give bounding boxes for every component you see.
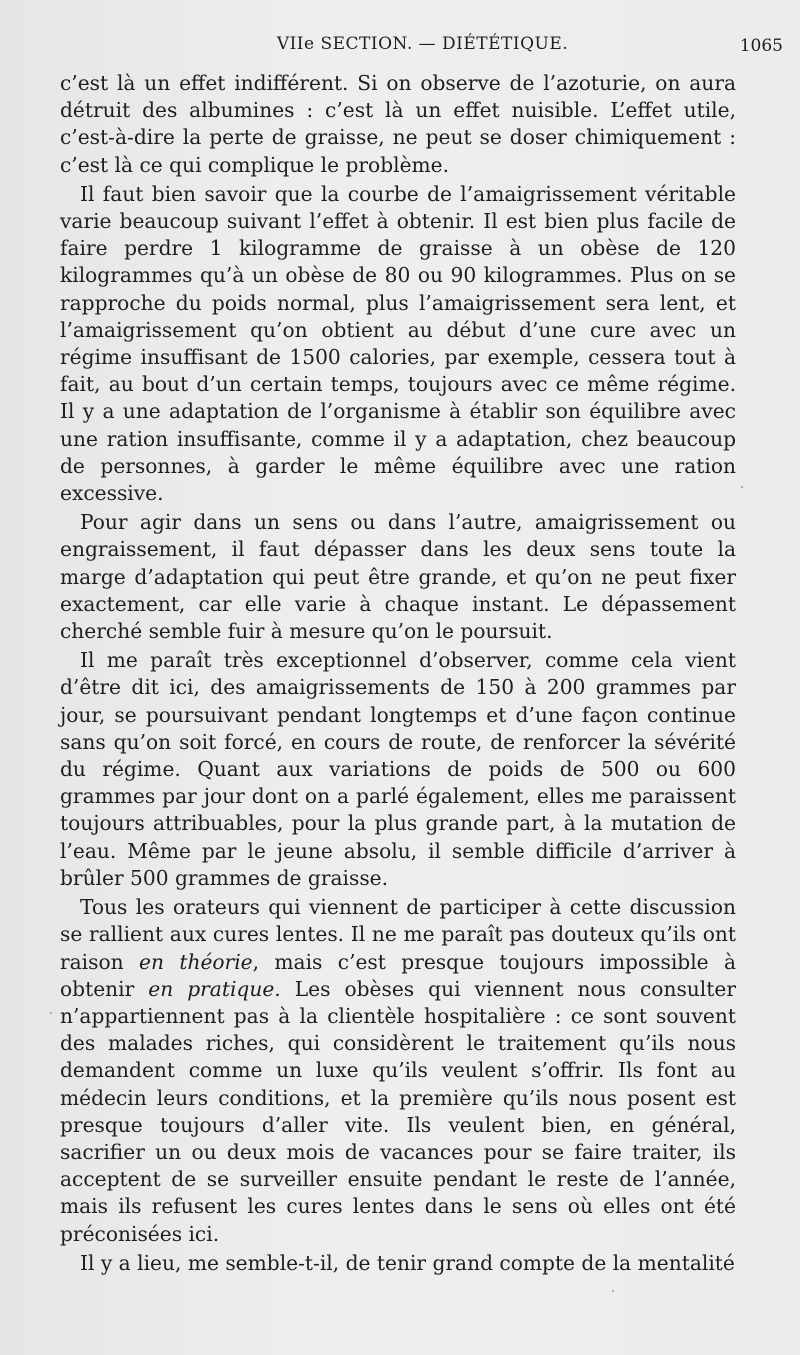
print-speck bbox=[741, 486, 743, 488]
paragraph-text: Tous les orateurs qui viennent de participer à cette discussion se rallient aux cures lentes. Il ne me paraît pas douteux qu’ils ont raison bbox=[60, 895, 736, 974]
paragraph-text: Les obèses qui viennent nous consulter n’appartiennent pas à la clientèle hospitalière : ce sont souvent des malades riches, qui considèrent le traitement qu’ils nous demandent comme un luxe qu’ils veulent s’offrir. Ils font au médecin leurs conditions, et la première qu’ils nous posent est presque toujours d’aller vite. Ils veulent bien, en général, sacrifier un ou deux mois de vacances pour se faire traiter, ils acceptent de se surveiller ensuite pendant le reste de l’année, mais ils refusent les cures lentes dans le sens où elles ont été préconisées ici. bbox=[60, 976, 736, 1246]
paragraph bbox=[60, 1250, 736, 1277]
page-number: 1065 bbox=[739, 36, 783, 56]
paragraph-text: , mais c’est presque toujours impossible à obtenir bbox=[60, 949, 737, 1001]
italic-text: en théorie bbox=[139, 949, 253, 974]
running-header bbox=[60, 34, 785, 64]
print-speck bbox=[612, 1290, 614, 1292]
paragraph-text: Pour agir dans un sens ou dans l’autre, amaigrissement ou engraissement, il faut dépasser dans les deux sens toute la marge d’adaptation qui peut être grande, et qu’on ne peut fixer exactement, car elle varie à chaque instant. Le dépassement cherché semble fuir à mesure qu’on le poursuit. bbox=[60, 510, 736, 644]
paragraph bbox=[60, 181, 736, 507]
paragraph bbox=[60, 647, 736, 892]
italic-text: en pratique. bbox=[148, 976, 281, 1001]
paragraph bbox=[60, 70, 736, 179]
section-title: VIIe SECTION. — DIÉTÉTIQUE. bbox=[276, 34, 569, 54]
print-speck bbox=[50, 1012, 52, 1014]
paragraph-text: c’est là un effet indifférent. Si on observe de l’azoturie, on aura détruit des albumines : c’est là un effet nuisible. L’effet utile, c’est-à-dire la perte de graisse, ne peut se doser chimiquement : c’est là ce qui complique le problème. bbox=[60, 71, 736, 177]
paragraph-text: Il me paraît très exceptionnel d’observer, comme cela vient d’être dit ici, des amaigrissements de 150 à 200 grammes par jour, se poursuivant pendant longtemps et d’une façon continue sans qu’on soit forcé, en cours de route, de renforcer la sévérité du régime. Quant aux variations de poids de 500 ou 600 grammes par jour dont on a parlé également, elles me paraissent toujours attribuables, pour la plus grande part, à la mutation de l’eau. Même par le jeune absolu, il semble difficile d’arriver à brûler 500 grammes de graisse. bbox=[60, 648, 736, 890]
paragraph bbox=[60, 894, 736, 1248]
paragraph-text: Il faut bien savoir que la courbe de l’amaigrissement véritable varie beaucoup suivant l’effet à obtenir. Il est bien plus facile de faire perdre 1 kilogramme de graisse à un obèse de 120 kilogrammes qu’à un obèse de 80 ou 90 kilogrammes. Plus on se rapproche du poids normal, plus l’amaigrissement sera lent, et l’amaigrissement qu’on obtient au début d’une cure avec un régime insuffisant de 1500 calories, par exemple, cessera tout à fait, au bout d’un certain temps, toujours avec ce même régime. Il y a une adaptation de l’organisme à établir son équilibre avec une ration insuffisante, comme il y a adaptation, chez beaucoup de personnes, à garder le même équilibre avec une ration excessive. bbox=[60, 181, 736, 506]
body-text bbox=[60, 70, 736, 1279]
paragraph-text: Il y a lieu, me semble-t-il, de tenir grand compte de la mentalité bbox=[80, 1250, 735, 1275]
paragraph bbox=[60, 509, 736, 645]
